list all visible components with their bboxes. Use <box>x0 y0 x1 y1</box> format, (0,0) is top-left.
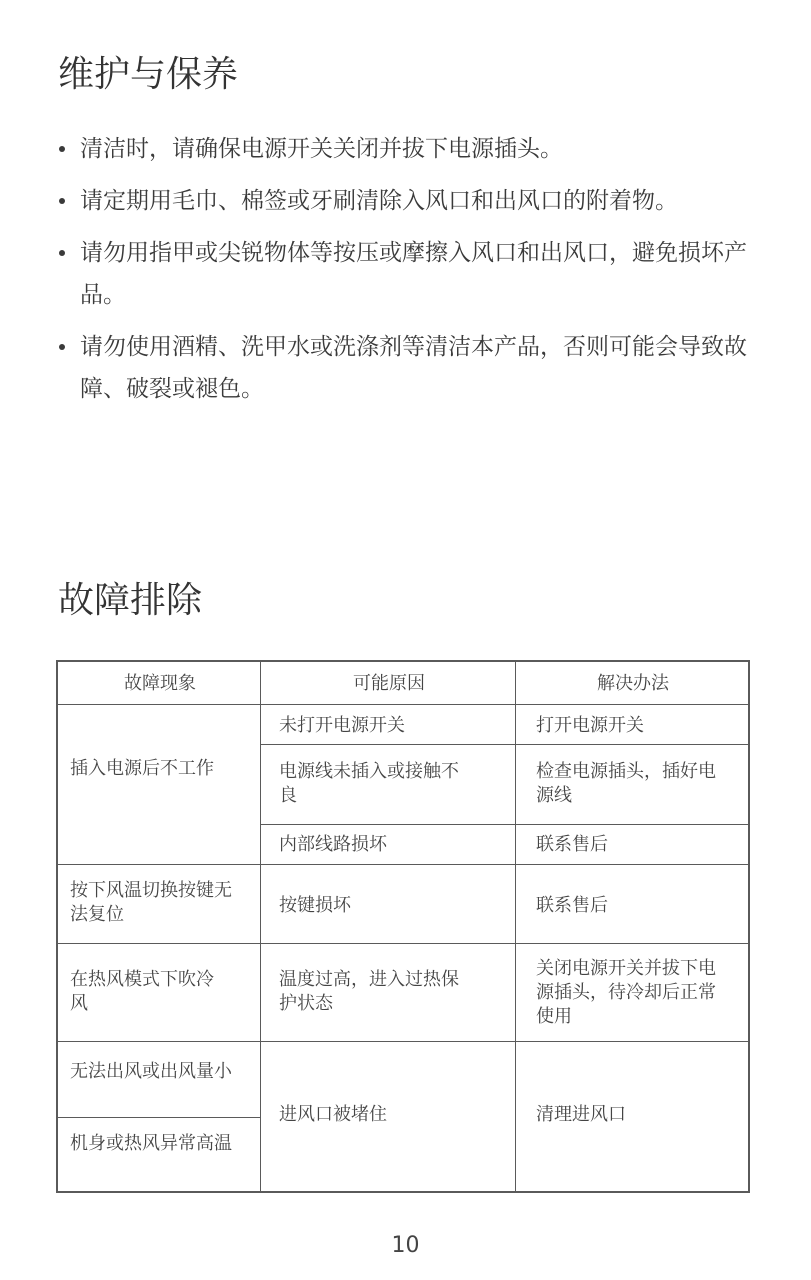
list-item-text: 请勿用指甲或尖锐物体等按压或摩擦入风口和出风口，避免损坏产品。 <box>80 240 747 308</box>
column-divider <box>515 662 516 1191</box>
row-divider <box>58 1041 748 1042</box>
row-divider <box>58 1117 260 1118</box>
row-divider <box>58 704 748 705</box>
row-divider <box>261 744 748 745</box>
row-divider <box>58 864 748 865</box>
bullet-icon <box>59 198 65 204</box>
list-item <box>56 326 766 410</box>
troubleshooting-heading: 故障排除 <box>58 580 203 621</box>
table-cell-solution: 联系售后 <box>536 834 608 855</box>
list-item <box>56 232 766 316</box>
table-cell-cause: 电源线未插入或接触不良 <box>279 761 459 806</box>
table-cell-cause: 温度过高，进入过热保护状态 <box>279 969 459 1014</box>
table-cell-symptom: 按下风温切换按键无法复位 <box>70 880 232 925</box>
troubleshooting-table <box>56 660 750 1193</box>
table-header-solution: 解决办法 <box>597 673 669 694</box>
maintenance-heading: 维护与保养 <box>58 54 239 95</box>
table-header-cause: 可能原因 <box>353 673 425 694</box>
list-item <box>56 128 766 170</box>
page-number: 10 <box>391 1233 420 1258</box>
column-divider <box>260 662 261 1191</box>
bullet-icon <box>59 250 65 256</box>
table-cell-cause: 按键损坏 <box>279 895 351 916</box>
table-cell-cause: 内部线路损坏 <box>279 834 387 855</box>
table-header-symptom: 故障现象 <box>124 673 196 694</box>
table-cell-solution: 关闭电源开关并拔下电源插头，待冷却后正常使用 <box>536 958 716 1027</box>
table-cell-symptom: 无法出风或出风量小 <box>70 1061 232 1082</box>
table-cell-symptom: 机身或热风异常高温 <box>70 1133 232 1154</box>
table-cell-symptom: 插入电源后不工作 <box>70 758 214 779</box>
list-item-text: 请定期用毛巾、棉签或牙刷清除入风口和出风口的附着物。 <box>80 188 678 214</box>
table-cell-solution: 联系售后 <box>536 895 608 916</box>
table-cell-solution: 检查电源插头，插好电源线 <box>536 761 716 806</box>
list-item <box>56 180 766 222</box>
table-cell-cause: 未打开电源开关 <box>279 715 405 736</box>
table-cell-cause: 进风口被堵住 <box>279 1104 387 1125</box>
row-divider <box>58 943 748 944</box>
row-divider <box>261 824 748 825</box>
maintenance-list <box>56 128 766 420</box>
list-item-text: 清洁时，请确保电源开关关闭并拔下电源插头。 <box>80 136 563 162</box>
bullet-icon <box>59 344 65 350</box>
bullet-icon <box>59 146 65 152</box>
table-cell-symptom: 在热风模式下吹冷风 <box>70 969 214 1014</box>
table-cell-solution: 打开电源开关 <box>536 715 644 736</box>
list-item-text: 请勿使用酒精、洗甲水或洗涤剂等清洁本产品，否则可能会导致故障、破裂或褪色。 <box>80 334 747 402</box>
table-cell-solution: 清理进风口 <box>536 1104 626 1125</box>
